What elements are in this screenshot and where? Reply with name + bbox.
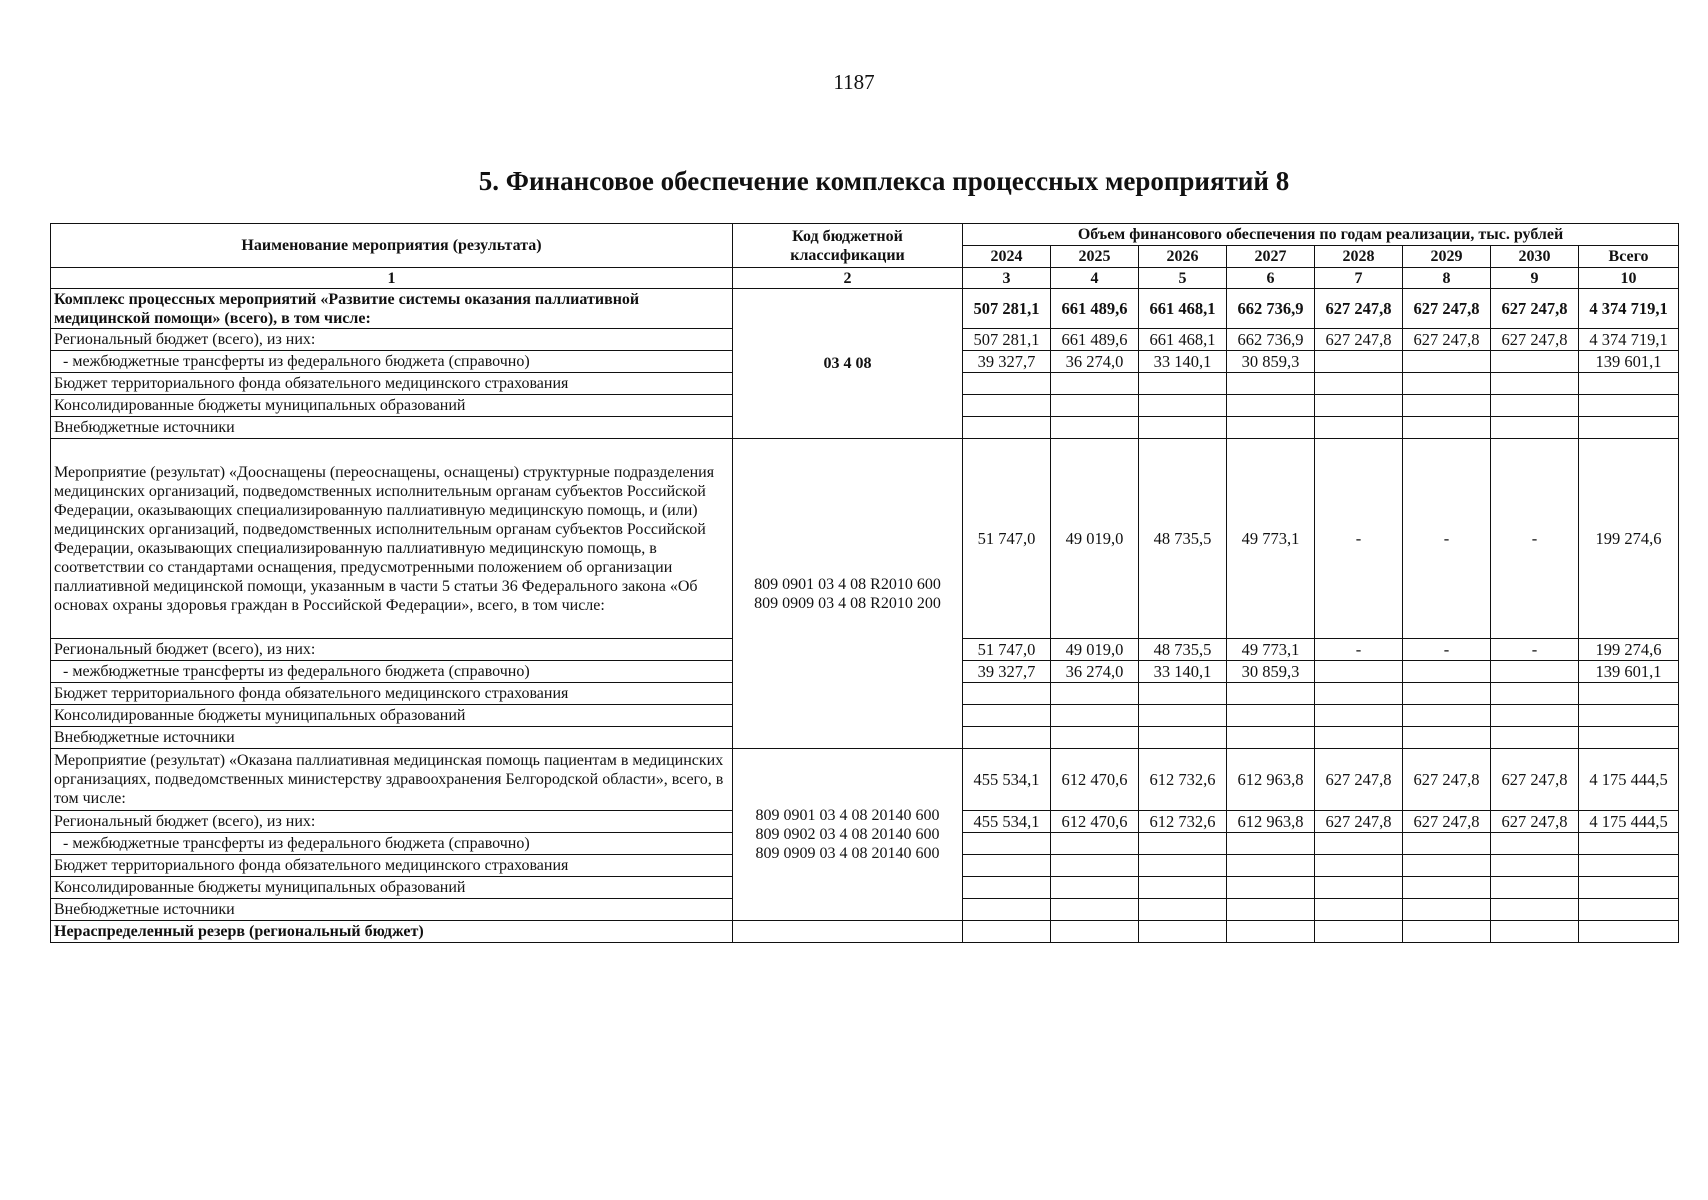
empty-cell	[1491, 921, 1579, 943]
value-cell	[963, 833, 1051, 855]
value-cell	[1139, 417, 1227, 439]
header-year: 2028	[1315, 246, 1403, 268]
funding-source-cell: Внебюджетные источники	[51, 417, 733, 439]
value-cell	[1139, 877, 1227, 899]
value-cell	[1051, 899, 1139, 921]
value-cell	[963, 727, 1051, 749]
value-cell: 49 773,1	[1227, 439, 1315, 639]
value-cell	[1315, 877, 1403, 899]
value-cell	[1315, 351, 1403, 373]
value-cell	[1579, 395, 1679, 417]
value-cell: 4 374 719,1	[1579, 289, 1679, 329]
page-number: 1187	[833, 70, 875, 94]
value-cell: -	[1403, 639, 1491, 661]
header-year: 2025	[1051, 246, 1139, 268]
value-cell: 49 773,1	[1227, 639, 1315, 661]
value-cell	[1227, 705, 1315, 727]
value-cell	[1139, 683, 1227, 705]
value-cell	[1227, 373, 1315, 395]
value-cell	[1491, 855, 1579, 877]
header-total: Всего	[1579, 246, 1679, 268]
value-cell	[1491, 683, 1579, 705]
column-index: 1	[51, 268, 733, 289]
budget-code: 809 0901 03 4 08 20140 600	[755, 807, 940, 824]
value-cell	[1315, 855, 1403, 877]
value-cell	[1403, 833, 1491, 855]
value-cell	[1579, 855, 1679, 877]
funding-source-cell: - межбюджетные трансферты из федерального бюджета (справочно)	[51, 661, 733, 683]
value-cell	[1227, 877, 1315, 899]
value-cell	[1227, 417, 1315, 439]
value-cell	[1051, 727, 1139, 749]
column-index: 5	[1139, 268, 1227, 289]
value-cell	[1579, 899, 1679, 921]
value-cell	[1491, 661, 1579, 683]
value-cell: 661 489,6	[1051, 289, 1139, 329]
value-cell	[963, 899, 1051, 921]
value-cell	[1051, 683, 1139, 705]
value-cell	[1491, 351, 1579, 373]
value-cell	[1139, 833, 1227, 855]
value-cell	[1315, 833, 1403, 855]
value-cell: 627 247,8	[1315, 329, 1403, 351]
column-index: 8	[1403, 268, 1491, 289]
value-cell: 139 601,1	[1579, 661, 1679, 683]
value-cell	[1227, 899, 1315, 921]
header-year: 2027	[1227, 246, 1315, 268]
budget-code: 03 4 08	[823, 355, 872, 372]
value-cell	[963, 855, 1051, 877]
header-name-column: Наименование мероприятия (результата)	[51, 224, 733, 268]
value-cell	[1315, 727, 1403, 749]
funding-source-cell: Бюджет территориального фонда обязательного медицинского страхования	[51, 855, 733, 877]
value-cell: 627 247,8	[1403, 811, 1491, 833]
value-cell	[1315, 373, 1403, 395]
value-cell: 661 489,6	[1051, 329, 1139, 351]
value-cell: 36 274,0	[1051, 351, 1139, 373]
value-cell	[1403, 373, 1491, 395]
value-cell: 612 963,8	[1227, 811, 1315, 833]
value-cell: 36 274,0	[1051, 661, 1139, 683]
value-cell	[1051, 877, 1139, 899]
column-index: 7	[1315, 268, 1403, 289]
table-row	[51, 289, 1679, 329]
value-cell	[963, 373, 1051, 395]
value-cell: 627 247,8	[1403, 749, 1491, 811]
value-cell: 39 327,7	[963, 351, 1051, 373]
funding-source-cell: Региональный бюджет (всего), из них:	[51, 329, 733, 351]
budget-code-cell	[733, 289, 963, 439]
value-cell: 49 019,0	[1051, 439, 1139, 639]
financing-table	[50, 223, 1679, 943]
value-cell	[1315, 683, 1403, 705]
header-year: 2026	[1139, 246, 1227, 268]
value-cell	[963, 683, 1051, 705]
column-index: 9	[1491, 268, 1579, 289]
value-cell	[1315, 899, 1403, 921]
table-body	[51, 289, 1679, 943]
value-cell: 627 247,8	[1491, 289, 1579, 329]
value-cell	[1491, 899, 1579, 921]
value-cell: -	[1315, 639, 1403, 661]
value-cell	[1139, 899, 1227, 921]
activity-name-cell: Мероприятие (результат) «Оказана паллиативная медицинская помощь пациентам в медицинских организациях, подведомственных министерству здравоохранения Белгородской области», всего, в том числе:	[51, 749, 733, 811]
value-cell: 507 281,1	[963, 289, 1051, 329]
value-cell	[1491, 373, 1579, 395]
value-cell	[1051, 833, 1139, 855]
value-cell	[1403, 683, 1491, 705]
value-cell: 48 735,5	[1139, 439, 1227, 639]
value-cell: 507 281,1	[963, 329, 1051, 351]
activity-name-cell: Мероприятие (результат) «Дооснащены (переоснащены, оснащены) структурные подразделения медицинских организаций, подведомственных исполнительным органам субъектов Российской Федерации, оказывающих специализированную паллиативную медицинскую помощь, и (или) медицинских организаций, подведомственных исполнительным органам субъектов Российской Федерации, оказывающих специализированную паллиативную медицинскую помощь, в соответствии со стандартами оснащения, предусмотренными положением об организации паллиативной медицинской помощи, указанным в части 5 статьи 36 Федерального закона «Об основах охраны здоровья граждан в Российской Федерации», всего, в том числе:	[51, 439, 733, 639]
value-cell	[963, 705, 1051, 727]
value-cell	[1139, 727, 1227, 749]
value-cell	[1403, 877, 1491, 899]
value-cell	[1315, 417, 1403, 439]
value-cell	[1579, 373, 1679, 395]
value-cell	[1051, 373, 1139, 395]
value-cell	[1139, 855, 1227, 877]
funding-source-cell: - межбюджетные трансферты из федерального бюджета (справочно)	[51, 833, 733, 855]
budget-code-cell	[733, 749, 963, 921]
value-cell	[1491, 705, 1579, 727]
budget-code: 809 0901 03 4 08 R2010 600	[754, 575, 941, 593]
empty-cell	[1403, 921, 1491, 943]
value-cell	[1403, 661, 1491, 683]
value-cell: 49 019,0	[1051, 639, 1139, 661]
value-cell	[1491, 727, 1579, 749]
value-cell	[1579, 417, 1679, 439]
value-cell: 33 140,1	[1139, 661, 1227, 683]
value-cell	[1139, 705, 1227, 727]
value-cell: -	[1403, 439, 1491, 639]
funding-source-cell: Консолидированные бюджеты муниципальных образований	[51, 877, 733, 899]
value-cell	[1403, 727, 1491, 749]
budget-code: 809 0909 03 4 08 R2010 200	[754, 594, 941, 612]
value-cell	[1139, 373, 1227, 395]
column-index: 3	[963, 268, 1051, 289]
value-cell	[1051, 705, 1139, 727]
funding-source-cell: Внебюджетные источники	[51, 899, 733, 921]
value-cell	[1403, 351, 1491, 373]
value-cell	[1139, 395, 1227, 417]
funding-source-cell: Региональный бюджет (всего), из них:	[51, 811, 733, 833]
value-cell	[963, 417, 1051, 439]
value-cell: 627 247,8	[1491, 811, 1579, 833]
value-cell	[1491, 395, 1579, 417]
empty-cell	[733, 921, 963, 943]
empty-cell	[1051, 921, 1139, 943]
value-cell: 4 175 444,5	[1579, 749, 1679, 811]
reserve-name-cell: Нераспределенный резерв (региональный бюджет)	[51, 921, 733, 943]
value-cell: 33 140,1	[1139, 351, 1227, 373]
funding-source-cell: Бюджет территориального фонда обязательного медицинского страхования	[51, 373, 733, 395]
header-code-column: Код бюджетной классификации	[733, 224, 963, 268]
value-cell: 627 247,8	[1491, 329, 1579, 351]
value-cell: 455 534,1	[963, 811, 1051, 833]
value-cell	[1403, 395, 1491, 417]
activity-name-cell: Комплекс процессных мероприятий «Развитие системы оказания паллиативной медицинской помощи» (всего), в том числе:	[51, 289, 733, 329]
empty-cell	[1579, 921, 1679, 943]
value-cell	[1227, 395, 1315, 417]
value-cell: 627 247,8	[1315, 289, 1403, 329]
value-cell: 51 747,0	[963, 639, 1051, 661]
value-cell: 51 747,0	[963, 439, 1051, 639]
empty-cell	[1227, 921, 1315, 943]
value-cell	[1403, 705, 1491, 727]
value-cell: 662 736,9	[1227, 289, 1315, 329]
value-cell: -	[1491, 439, 1579, 639]
value-cell: 199 274,6	[1579, 439, 1679, 639]
value-cell	[1579, 877, 1679, 899]
funding-source-cell: Консолидированные бюджеты муниципальных образований	[51, 705, 733, 727]
document-title: 5. Финансовое обеспечение комплекса процессных мероприятий 8	[478, 166, 1290, 196]
value-cell: 612 732,6	[1139, 749, 1227, 811]
funding-source-cell: Внебюджетные источники	[51, 727, 733, 749]
value-cell	[1227, 855, 1315, 877]
table-row	[51, 749, 1679, 811]
empty-cell	[1315, 921, 1403, 943]
value-cell: 627 247,8	[1403, 329, 1491, 351]
value-cell: 627 247,8	[1491, 749, 1579, 811]
value-cell	[1403, 855, 1491, 877]
value-cell: 139 601,1	[1579, 351, 1679, 373]
value-cell: 627 247,8	[1315, 749, 1403, 811]
funding-source-cell: Региональный бюджет (всего), из них:	[51, 639, 733, 661]
header-year: 2024	[963, 246, 1051, 268]
value-cell: 30 859,3	[1227, 661, 1315, 683]
budget-code: 809 0902 03 4 08 20140 600	[755, 826, 940, 843]
empty-cell	[963, 921, 1051, 943]
value-cell	[1491, 833, 1579, 855]
budget-code-cell	[733, 439, 963, 749]
header-year: 2029	[1403, 246, 1491, 268]
value-cell: 455 534,1	[963, 749, 1051, 811]
value-cell	[1315, 661, 1403, 683]
value-cell	[1491, 417, 1579, 439]
value-cell	[1315, 705, 1403, 727]
value-cell	[1227, 727, 1315, 749]
value-cell: -	[1491, 639, 1579, 661]
value-cell	[1579, 833, 1679, 855]
value-cell: 30 859,3	[1227, 351, 1315, 373]
column-index: 2	[733, 268, 963, 289]
header-volume-group: Объем финансового обеспечения по годам реализации, тыс. рублей	[963, 224, 1679, 246]
reserve-row	[51, 921, 1679, 943]
budget-code: 809 0909 03 4 08 20140 600	[755, 845, 940, 862]
value-cell	[963, 395, 1051, 417]
funding-source-cell: Бюджет территориального фонда обязательного медицинского страхования	[51, 683, 733, 705]
value-cell: 627 247,8	[1403, 289, 1491, 329]
value-cell: 4 175 444,5	[1579, 811, 1679, 833]
value-cell: 612 470,6	[1051, 749, 1139, 811]
value-cell	[1051, 855, 1139, 877]
value-cell	[1227, 683, 1315, 705]
value-cell	[1579, 727, 1679, 749]
value-cell: 627 247,8	[1315, 811, 1403, 833]
value-cell	[1579, 705, 1679, 727]
funding-source-cell: Консолидированные бюджеты муниципальных образований	[51, 395, 733, 417]
value-cell: 612 470,6	[1051, 811, 1139, 833]
value-cell: 612 732,6	[1139, 811, 1227, 833]
value-cell: 199 274,6	[1579, 639, 1679, 661]
value-cell	[1315, 395, 1403, 417]
value-cell	[963, 877, 1051, 899]
empty-cell	[1139, 921, 1227, 943]
column-index: 6	[1227, 268, 1315, 289]
value-cell: -	[1315, 439, 1403, 639]
table-row	[51, 439, 1679, 639]
value-cell	[1403, 417, 1491, 439]
value-cell: 661 468,1	[1139, 329, 1227, 351]
value-cell: 662 736,9	[1227, 329, 1315, 351]
funding-source-cell: - межбюджетные трансферты из федерального бюджета (справочно)	[51, 351, 733, 373]
value-cell: 39 327,7	[963, 661, 1051, 683]
column-index: 10	[1579, 268, 1679, 289]
header-year: 2030	[1491, 246, 1579, 268]
value-cell	[1491, 877, 1579, 899]
value-cell: 48 735,5	[1139, 639, 1227, 661]
value-cell: 612 963,8	[1227, 749, 1315, 811]
value-cell	[1227, 833, 1315, 855]
value-cell	[1051, 395, 1139, 417]
value-cell: 4 374 719,1	[1579, 329, 1679, 351]
value-cell	[1051, 417, 1139, 439]
value-cell	[1403, 899, 1491, 921]
value-cell	[1579, 683, 1679, 705]
value-cell: 661 468,1	[1139, 289, 1227, 329]
column-index: 4	[1051, 268, 1139, 289]
